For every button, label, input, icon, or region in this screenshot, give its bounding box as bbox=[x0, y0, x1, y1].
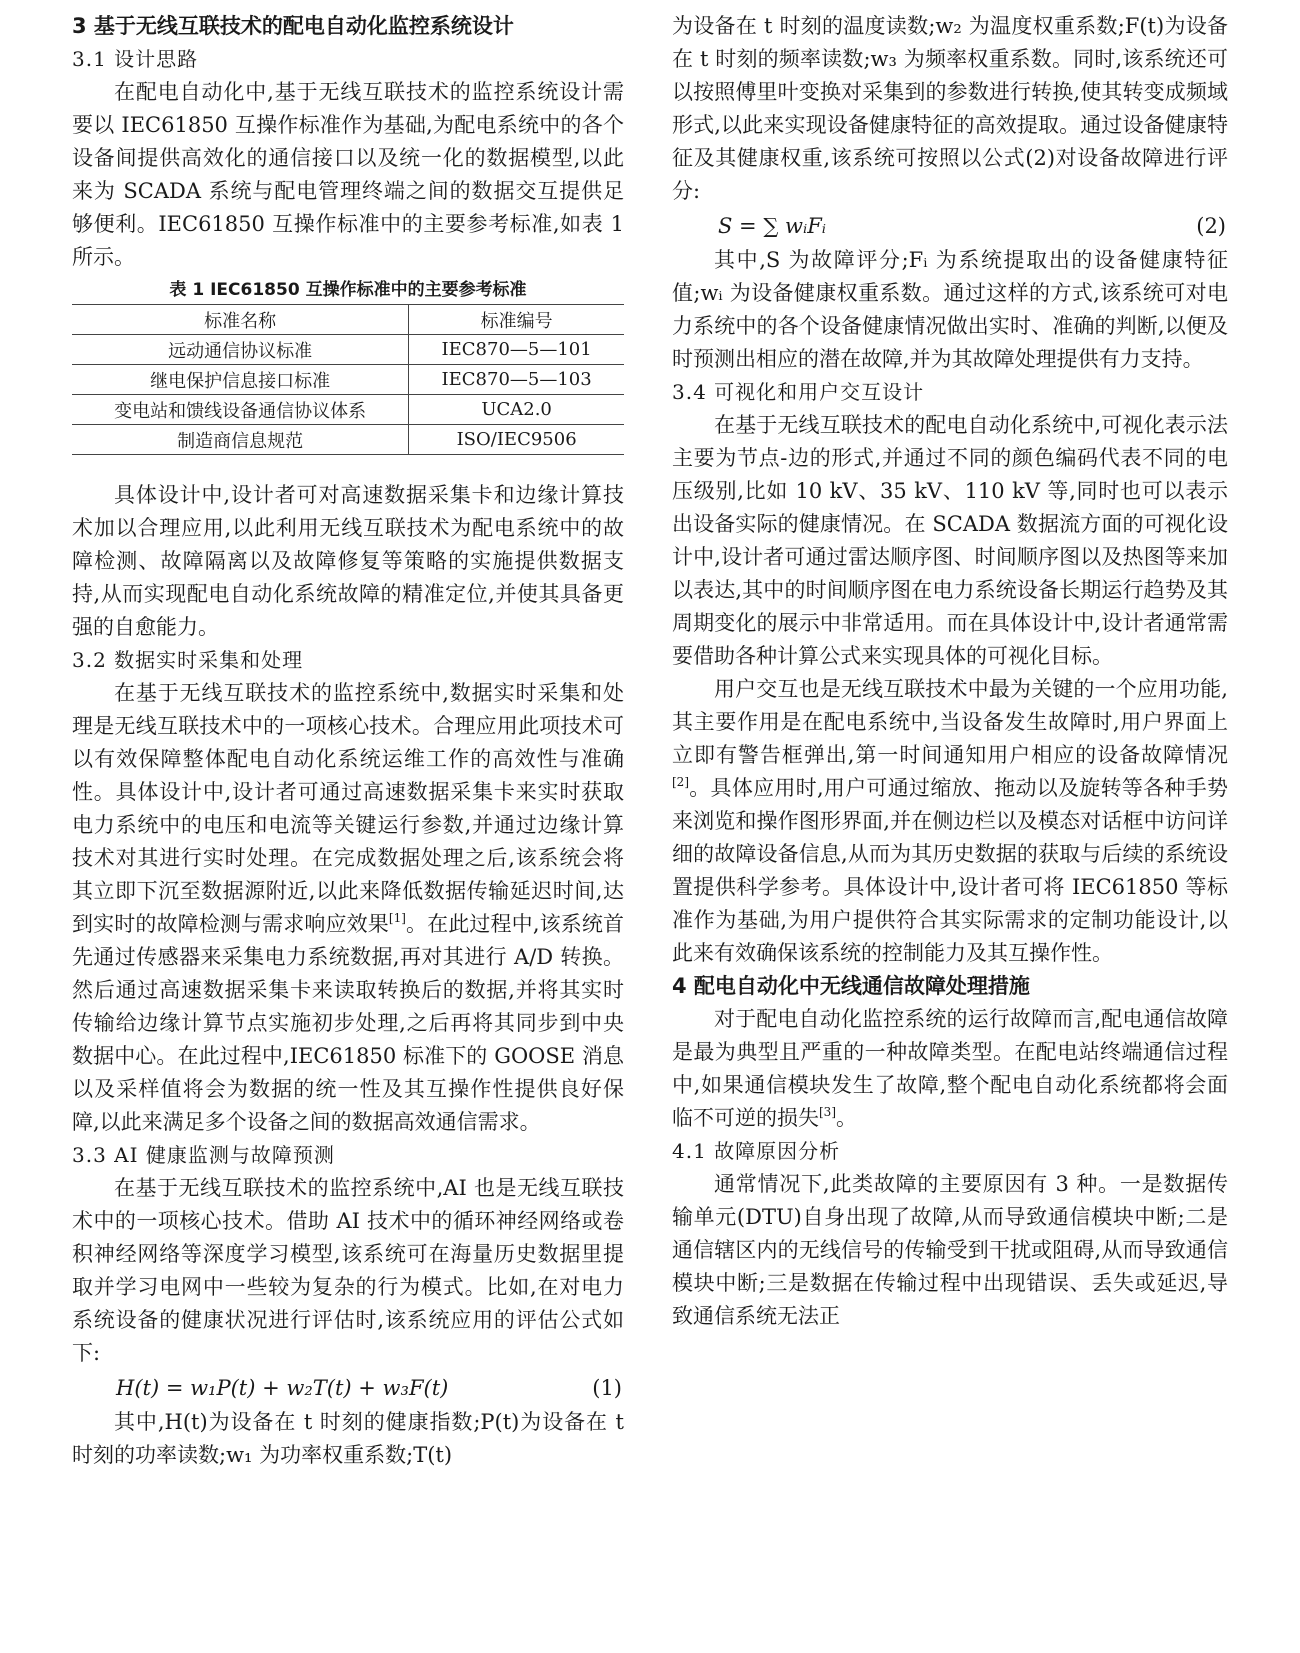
paragraph bbox=[672, 1003, 1228, 1135]
paragraph: 通常情况下,此类故障的主要原因有 3 种。一是数据传输单元(DTU)自身出现了故障,从而导致通信模块中断;二是通信辖区内的无线信号的传输受到干扰或阻碍,从而导致通信模块中断;三是数据在传输过程中出现错误、丢失或延迟,导致通信系统无法正 bbox=[672, 1172, 1228, 1328]
section-3-4-heading: 3.4 可视化和用户交互设计 bbox=[672, 380, 925, 404]
paragraph bbox=[672, 673, 1228, 970]
table-cell: 继电保护信息接口标准 bbox=[72, 365, 409, 395]
table-row bbox=[72, 395, 624, 425]
table-cell: IEC870—5—101 bbox=[409, 335, 624, 365]
equation-1 bbox=[72, 1370, 624, 1406]
paragraph-text: 。具体应用时,用户可通过缩放、拖动以及旋转等各种手势来浏览和操作图形界面,并在侧边栏以及模态对话框中访问详细的故障设备信息,从而为其历史数据的获取与后续的系统设置提供科学参考。具体设计中,设计者可将 IEC61850 等标准作为基础,为用户提供符合其实际需求的定制功能设计,以此来有效确保该系统的控制能力及其互操作性。 bbox=[672, 776, 1228, 965]
section-4-1-heading: 4.1 故障原因分析 bbox=[672, 1139, 841, 1163]
paragraph: 其中,H(t)为设备在 t 时刻的健康指数;P(t)为设备在 t 时刻的功率读数;w₁ 为功率权重系数;T(t) bbox=[72, 1410, 624, 1467]
paragraph: 其中,S 为故障评分;Fᵢ 为系统提取出的设备健康特征值;wᵢ 为设备健康权重系数。通过这样的方式,该系统可对电力系统中的各个设备健康情况做出实时、准确的判断,以便及时预测出相应的潜在故障,并为其故障处理提供有力支持。 bbox=[672, 248, 1228, 371]
table-cell: 制造商信息规范 bbox=[72, 425, 409, 455]
paragraph-text: 用户交互也是无线互联技术中最为关键的一个应用功能,其主要作用是在配电系统中,当设备发生故障时,用户界面上立即有警告框弹出,第一时间通知用户相应的设备故障情况 bbox=[672, 677, 1228, 767]
equation-number: (1) bbox=[592, 1376, 622, 1400]
table-header-cell: 标准编号 bbox=[409, 305, 624, 335]
table-header-row bbox=[72, 305, 624, 335]
equation-number: (2) bbox=[1196, 214, 1226, 238]
equation-2 bbox=[672, 208, 1228, 244]
citation-ref: [3] bbox=[819, 1105, 836, 1119]
table-cell: 变电站和馈线设备通信协议体系 bbox=[72, 395, 409, 425]
standards-table bbox=[72, 304, 624, 455]
paragraph: 为设备在 t 时刻的温度读数;w₂ 为温度权重系数;F(t)为设备在 t 时刻的频率读数;w₃ 为频率权重系数。同时,该系统还可以按照傅里叶变换对采集到的参数进行转换,使其转变成频域形式,以此来实现设备健康特征的高效提取。通过设备健康特征及其健康权重,该系统可按照以公式(2)对设备故障进行评分: bbox=[672, 14, 1228, 203]
paragraph-text: 。在此过程中,该系统首先通过传感器来采集电力系统数据,再对其进行 A/D 转换。然后通过高速数据采集卡来读取转换后的数据,并将其实时传输给边缘计算节点实施初步处理,之后再将其同步到中央数据中心。在此过程中,IEC61850 标准下的 GOOSE 消息以及采样值将会为数据的统一性及其互操作性提供良好保障,以此来满足多个设备之间的数据高效通信需求。 bbox=[72, 912, 624, 1134]
equation-formula: S = ∑ wᵢFᵢ bbox=[718, 214, 826, 238]
paragraph: 在基于无线互联技术的监控系统中,AI 也是无线互联技术中的一项核心技术。借助 AI 技术中的循环神经网络或卷积神经网络等深度学习模型,该系统可在海量历史数据里提取并学习电网中一些较为复杂的行为模式。比如,在对电力系统设备的健康状况进行评估时,该系统应用的评估公式如下: bbox=[72, 1176, 624, 1365]
section-3-2-heading: 3.2 数据实时采集和处理 bbox=[72, 648, 304, 672]
paragraph: 在基于无线互联技术的配电自动化系统中,可视化表示法主要为节点-边的形式,并通过不同的颜色编码代表不同的电压级别,比如 10 kV、35 kV、110 kV 等,同时也可以表示出设备实际的健康情况。在 SCADA 数据流方面的可视化设计中,设计者可通过雷达顺序图、时间顺序图以及热图等来加以表达,其中的时间顺序图在电力系统设备长期运行趋势及其周期变化的展示中非常适用。而在具体设计中,设计者通常需要借助各种计算公式来实现具体的可视化目标。 bbox=[672, 413, 1228, 668]
table-row bbox=[72, 335, 624, 365]
paragraph: 在配电自动化中,基于无线互联技术的监控系统设计需要以 IEC61850 互操作标准作为基础,为配电系统中的各个设备间提供高效化的通信接口以及统一化的数据模型,以此来为 SCADA 系统与配电管理终端之间的数据交互提供足够便利。IEC61850 互操作标准中的主要参考标准,如表 1 所示。 bbox=[72, 80, 624, 269]
equation-formula: H(t) = w₁P(t) + w₂T(t) + w₃F(t) bbox=[116, 1376, 449, 1400]
citation-ref: [2] bbox=[672, 775, 689, 789]
table-cell: UCA2.0 bbox=[409, 395, 624, 425]
paragraph bbox=[72, 677, 624, 1139]
table-cell: IEC870—5—103 bbox=[409, 365, 624, 395]
paragraph-text: 在基于无线互联技术的监控系统中,数据实时采集和处理是无线互联技术中的一项核心技术。合理应用此项技术可以有效保障整体配电自动化系统运维工作的高效性与准确性。具体设计中,设计者可通过高速数据采集卡来实时获取电力系统中的电压和电流等关键运行参数,并通过边缘计算技术对其进行实时处理。在完成数据处理之后,该系统会将其立即下沉至数据源附近,以此来降低数据传输延迟时间,达到实时的故障检测与需求响应效果 bbox=[72, 681, 624, 936]
paragraph: 具体设计中,设计者可对高速数据采集卡和边缘计算技术加以合理应用,以此利用无线互联技术为配电系统中的故障检测、故障隔离以及故障修复等策略的实施提供数据支持,从而实现配电自动化系统故障的精准定位,并使其具备更强的自愈能力。 bbox=[72, 483, 624, 639]
section-3-1-heading: 3.1 设计思路 bbox=[72, 47, 199, 71]
section-3-heading: 3 基于无线互联技术的配电自动化监控系统设计 bbox=[72, 14, 514, 38]
table-row bbox=[72, 425, 624, 455]
citation-ref: [1] bbox=[388, 911, 406, 925]
table-header-cell: 标准名称 bbox=[72, 305, 409, 335]
table-cell: 远动通信协议标准 bbox=[72, 335, 409, 365]
section-4-heading: 4 配电自动化中无线通信故障处理措施 bbox=[672, 974, 1030, 998]
section-3-3-heading: 3.3 AI 健康监测与故障预测 bbox=[72, 1143, 335, 1167]
table-row bbox=[72, 365, 624, 395]
left-column bbox=[72, 10, 624, 1472]
right-column bbox=[672, 10, 1228, 1333]
paragraph-text: 对于配电自动化监控系统的运行故障而言,配电通信故障是最为典型且严重的一种故障类型。在配电站终端通信过程中,如果通信模块发生了故障,整个配电自动化系统都将会面临不可逆的损失 bbox=[672, 1007, 1228, 1130]
table-caption: 表 1 IEC61850 互操作标准中的主要参考标准 bbox=[169, 280, 527, 300]
table-cell: ISO/IEC9506 bbox=[409, 425, 624, 455]
paragraph-text: 。 bbox=[836, 1106, 857, 1130]
